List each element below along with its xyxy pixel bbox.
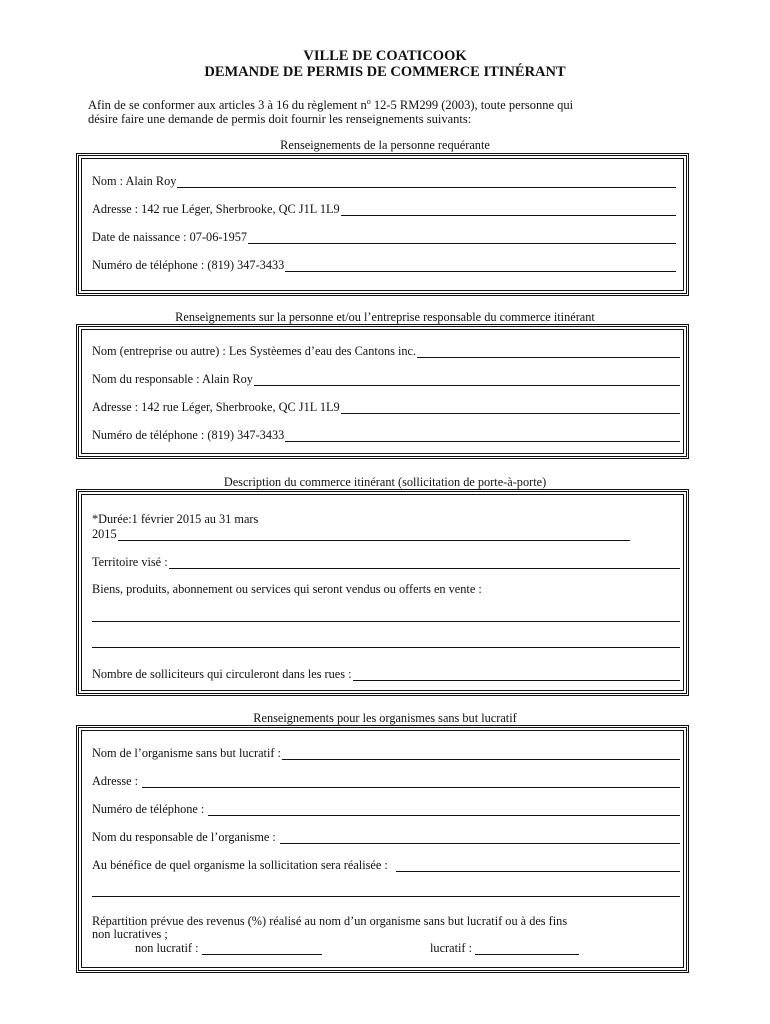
responsable-value: Nom du responsable : Alain Roy: [92, 372, 253, 386]
lucratif-field[interactable]: [430, 941, 673, 955]
benefice-line[interactable]: [92, 896, 680, 897]
territoire-field[interactable]: [92, 553, 680, 569]
lucratif-label: lucratif :: [430, 941, 472, 955]
document-subtitle: DEMANDE DE PERMIS DE COMMERCE ITINÉRANT: [204, 64, 566, 80]
section1-label: Renseignements de la personne requérante: [280, 138, 490, 152]
org-adresse-field[interactable]: [92, 772, 680, 788]
intro-text-line2: désire faire une demande de permis doit fournir les renseignements suivants:: [88, 112, 472, 127]
duree-line1: *Durée:1 février 2015 au 31 mars: [92, 512, 259, 526]
nom-value: Nom : Alain Roy: [92, 174, 177, 188]
biens-label: Biens, produits, abonnement ou services qui seront vendus ou offerts en vente :: [92, 582, 482, 596]
entreprise-field[interactable]: [92, 342, 680, 358]
intro-text-a: Afin de se conformer aux articles 3 à 16 du règlement n: [88, 98, 367, 113]
telephone-field[interactable]: [92, 256, 676, 272]
duree-field[interactable]: [92, 525, 630, 541]
section1-box: [76, 153, 689, 296]
entreprise-adresse-field[interactable]: [92, 398, 680, 414]
non-lucratif-label: non lucratif :: [135, 941, 199, 955]
responsable-field[interactable]: [92, 370, 680, 386]
section4-label: Renseignements pour les organismes sans but lucratif: [253, 711, 517, 725]
org-benefice-field[interactable]: [92, 856, 680, 872]
telephone-value: Numéro de téléphone : (819) 347-3433: [92, 258, 285, 272]
repartition-line1: Répartition prévue des revenus (%) réalisé au nom d’un organisme sans but lucratif ou à des fins: [92, 914, 568, 928]
entreprise-adresse-value: Adresse : 142 rue Léger, Sherbrooke, QC J1L 1L9: [92, 400, 340, 414]
adresse-field[interactable]: [92, 200, 676, 216]
org-responsable-field[interactable]: [92, 828, 680, 844]
intro-text-b: 12-5 RM299 (2003), toute personne qui: [370, 98, 574, 113]
territoire-label: Territoire visé :: [92, 555, 168, 569]
org-nom-label: Nom de l’organisme sans but lucratif :: [92, 746, 281, 760]
entreprise-telephone-field[interactable]: [92, 426, 680, 442]
naissance-value: Date de naissance : 07-06-1957: [92, 230, 248, 244]
entreprise-value: Nom (entreprise ou autre) : Les Systèemes d’eau des Cantons inc.: [92, 344, 417, 358]
intro-superscript: o: [366, 97, 371, 106]
section2-label: Renseignements sur la personne et/ou l’entreprise responsable du commerce itinérant: [175, 310, 595, 324]
org-benefice-label: Au bénéfice de quel organisme la sollicitation sera réalisée :: [92, 858, 388, 872]
section3-label: Description du commerce itinérant (sollicitation de porte-à-porte): [223, 475, 547, 489]
org-telephone-field[interactable]: [92, 800, 680, 816]
naissance-field[interactable]: [92, 228, 676, 244]
section3-box: [76, 489, 689, 696]
nom-field[interactable]: [92, 172, 676, 188]
intro-paragraph: [88, 95, 688, 126]
solliciteurs-field[interactable]: [92, 665, 680, 681]
org-nom-field[interactable]: [92, 744, 680, 760]
biens-line-1[interactable]: [92, 621, 680, 622]
org-responsable-label: Nom du responsable de l’organisme :: [92, 830, 276, 844]
duree-line2: 2015: [92, 527, 117, 541]
repartition-line2: non lucratives ;: [92, 927, 168, 941]
biens-line-2[interactable]: [92, 647, 680, 648]
section4-box: [76, 725, 689, 973]
section2-box: [76, 324, 689, 459]
org-telephone-label: Numéro de téléphone :: [92, 802, 205, 816]
org-adresse-label: Adresse :: [92, 774, 139, 788]
document-title: VILLE DE COATICOOK: [303, 48, 467, 64]
adresse-value: Adresse : 142 rue Léger, Sherbrooke, QC J1L 1L9: [92, 202, 340, 216]
entreprise-telephone-value: Numéro de téléphone : (819) 347-3433: [92, 428, 285, 442]
solliciteurs-label: Nombre de solliciteurs qui circuleront dans les rues :: [92, 667, 352, 681]
